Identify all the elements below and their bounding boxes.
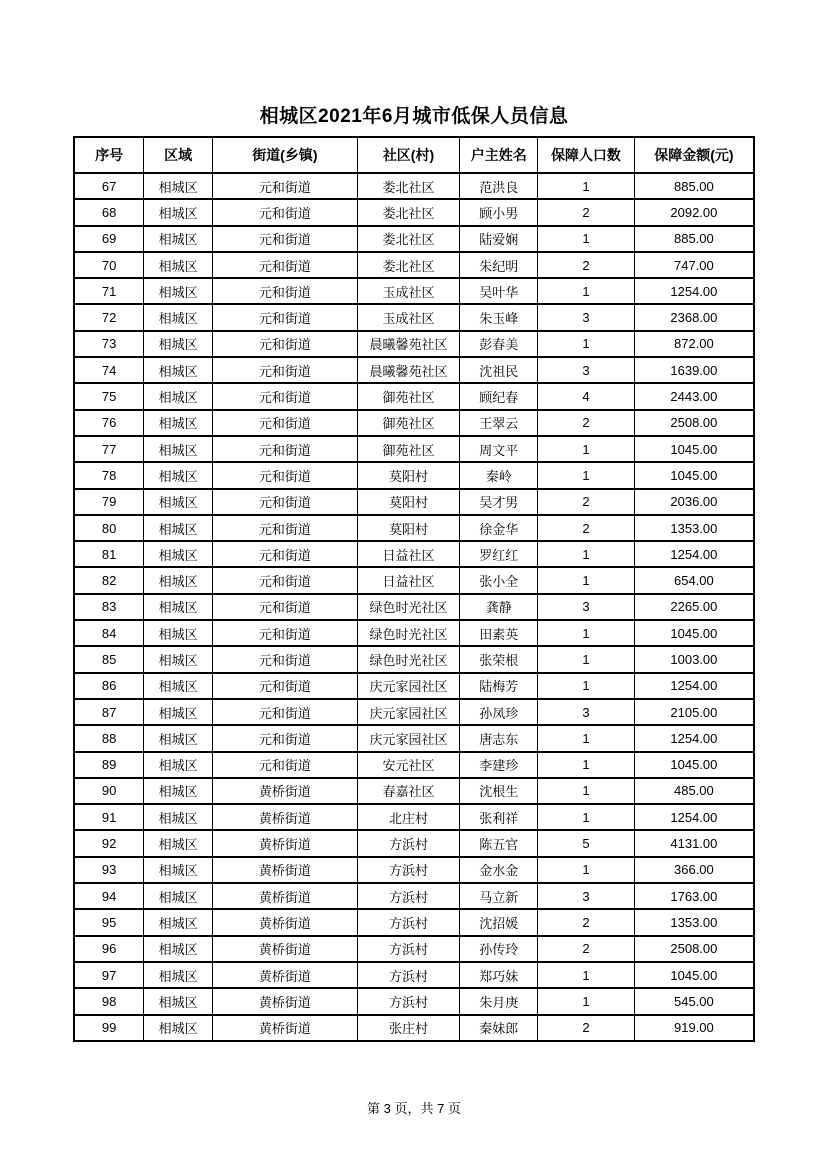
cell-street: 元和街道 [213, 567, 358, 593]
cell-serial: 78 [74, 462, 144, 488]
table-row [74, 199, 754, 225]
cell-population: 1 [538, 646, 635, 672]
table-row [74, 804, 754, 830]
cell-street: 元和街道 [213, 252, 358, 278]
cell-population: 1 [538, 331, 635, 357]
cell-street: 黄桥街道 [213, 936, 358, 962]
cell-serial: 79 [74, 489, 144, 515]
cell-name: 金水金 [460, 857, 538, 883]
header-row [74, 137, 754, 173]
cell-street: 元和街道 [213, 541, 358, 567]
cell-population: 1 [538, 857, 635, 883]
cell-name: 范洪良 [460, 173, 538, 199]
cell-population: 3 [538, 357, 635, 383]
cell-serial: 71 [74, 278, 144, 304]
cell-region: 相城区 [144, 278, 213, 304]
cell-community: 日益社区 [357, 541, 460, 567]
cell-population: 1 [538, 804, 635, 830]
cell-serial: 85 [74, 646, 144, 672]
cell-population: 1 [538, 988, 635, 1014]
cell-population: 2 [538, 936, 635, 962]
cell-region: 相城区 [144, 778, 213, 804]
cell-serial: 77 [74, 436, 144, 462]
cell-serial: 86 [74, 673, 144, 699]
cell-community: 张庄村 [357, 1015, 460, 1042]
cell-street: 元和街道 [213, 383, 358, 409]
column-header: 街道(乡镇) [213, 137, 358, 173]
cell-community: 庆元家园社区 [357, 699, 460, 725]
cell-community: 莫阳村 [357, 462, 460, 488]
cell-name: 王翠云 [460, 410, 538, 436]
cell-amount: 1003.00 [634, 646, 754, 672]
table-row [74, 252, 754, 278]
cell-region: 相城区 [144, 830, 213, 856]
cell-serial: 95 [74, 909, 144, 935]
cell-street: 元和街道 [213, 725, 358, 751]
cell-population: 2 [538, 410, 635, 436]
cell-region: 相城区 [144, 199, 213, 225]
table-row [74, 673, 754, 699]
cell-community: 御苑社区 [357, 410, 460, 436]
cell-name: 沈根生 [460, 778, 538, 804]
cell-population: 1 [538, 673, 635, 699]
cell-serial: 89 [74, 752, 144, 778]
cell-community: 绿色时光社区 [357, 594, 460, 620]
cell-amount: 747.00 [634, 252, 754, 278]
cell-street: 元和街道 [213, 357, 358, 383]
cell-name: 陆梅芳 [460, 673, 538, 699]
cell-population: 3 [538, 883, 635, 909]
cell-street: 元和街道 [213, 620, 358, 646]
cell-street: 元和街道 [213, 331, 358, 357]
cell-name: 张荣根 [460, 646, 538, 672]
cell-community: 御苑社区 [357, 436, 460, 462]
cell-serial: 84 [74, 620, 144, 646]
cell-serial: 68 [74, 199, 144, 225]
table-row [74, 752, 754, 778]
cell-region: 相城区 [144, 515, 213, 541]
table-row [74, 962, 754, 988]
cell-street: 元和街道 [213, 673, 358, 699]
cell-serial: 76 [74, 410, 144, 436]
cell-population: 1 [538, 752, 635, 778]
cell-amount: 885.00 [634, 173, 754, 199]
table-body [74, 173, 754, 1041]
column-header: 社区(村) [357, 137, 460, 173]
table-row [74, 436, 754, 462]
column-header: 序号 [74, 137, 144, 173]
cell-street: 黄桥街道 [213, 857, 358, 883]
cell-serial: 87 [74, 699, 144, 725]
cell-amount: 545.00 [634, 988, 754, 1014]
cell-region: 相城区 [144, 567, 213, 593]
cell-community: 庆元家园社区 [357, 725, 460, 751]
cell-name: 朱纪明 [460, 252, 538, 278]
cell-name: 龚静 [460, 594, 538, 620]
cell-name: 朱玉峰 [460, 304, 538, 330]
cell-region: 相城区 [144, 489, 213, 515]
table-row [74, 489, 754, 515]
table-row [74, 857, 754, 883]
cell-population: 2 [538, 1015, 635, 1042]
cell-amount: 1254.00 [634, 673, 754, 699]
cell-serial: 80 [74, 515, 144, 541]
cell-name: 张利祥 [460, 804, 538, 830]
cell-community: 方浜村 [357, 936, 460, 962]
table-row [74, 515, 754, 541]
cell-region: 相城区 [144, 725, 213, 751]
cell-amount: 1045.00 [634, 620, 754, 646]
cell-region: 相城区 [144, 620, 213, 646]
cell-community: 娄北社区 [357, 173, 460, 199]
cell-serial: 93 [74, 857, 144, 883]
cell-street: 黄桥街道 [213, 883, 358, 909]
cell-street: 元和街道 [213, 199, 358, 225]
cell-region: 相城区 [144, 594, 213, 620]
cell-region: 相城区 [144, 436, 213, 462]
cell-serial: 98 [74, 988, 144, 1014]
cell-community: 玉成社区 [357, 278, 460, 304]
table-row [74, 304, 754, 330]
cell-name: 张小全 [460, 567, 538, 593]
table-row [74, 567, 754, 593]
cell-name: 徐金华 [460, 515, 538, 541]
cell-amount: 485.00 [634, 778, 754, 804]
cell-street: 元和街道 [213, 646, 358, 672]
table-row [74, 699, 754, 725]
cell-street: 元和街道 [213, 515, 358, 541]
cell-population: 2 [538, 515, 635, 541]
cell-community: 方浜村 [357, 962, 460, 988]
cell-name: 周文平 [460, 436, 538, 462]
cell-region: 相城区 [144, 673, 213, 699]
cell-street: 元和街道 [213, 699, 358, 725]
cell-name: 吴才男 [460, 489, 538, 515]
cell-name: 李建珍 [460, 752, 538, 778]
cell-street: 元和街道 [213, 752, 358, 778]
cell-population: 5 [538, 830, 635, 856]
lowincome-table [73, 136, 755, 1042]
cell-name: 彭春美 [460, 331, 538, 357]
column-header: 区域 [144, 137, 213, 173]
cell-amount: 872.00 [634, 331, 754, 357]
cell-population: 1 [538, 962, 635, 988]
cell-street: 元和街道 [213, 594, 358, 620]
cell-name: 吴叶华 [460, 278, 538, 304]
cell-serial: 96 [74, 936, 144, 962]
cell-region: 相城区 [144, 883, 213, 909]
cell-region: 相城区 [144, 173, 213, 199]
cell-name: 秦妹郎 [460, 1015, 538, 1042]
cell-community: 娄北社区 [357, 199, 460, 225]
cell-amount: 2368.00 [634, 304, 754, 330]
table-row [74, 594, 754, 620]
cell-name: 郑巧妹 [460, 962, 538, 988]
cell-community: 庆元家园社区 [357, 673, 460, 699]
cell-street: 黄桥街道 [213, 909, 358, 935]
cell-serial: 88 [74, 725, 144, 751]
cell-region: 相城区 [144, 988, 213, 1014]
cell-population: 2 [538, 909, 635, 935]
table-row [74, 988, 754, 1014]
cell-amount: 1045.00 [634, 462, 754, 488]
table-row [74, 462, 754, 488]
cell-amount: 1763.00 [634, 883, 754, 909]
cell-amount: 2265.00 [634, 594, 754, 620]
cell-region: 相城区 [144, 752, 213, 778]
cell-amount: 4131.00 [634, 830, 754, 856]
cell-amount: 919.00 [634, 1015, 754, 1042]
cell-amount: 2443.00 [634, 383, 754, 409]
cell-name: 沈祖民 [460, 357, 538, 383]
table-row [74, 646, 754, 672]
cell-community: 娄北社区 [357, 226, 460, 252]
cell-population: 1 [538, 278, 635, 304]
cell-population: 4 [538, 383, 635, 409]
cell-street: 元和街道 [213, 489, 358, 515]
cell-community: 莫阳村 [357, 515, 460, 541]
cell-amount: 1045.00 [634, 436, 754, 462]
table-row [74, 725, 754, 751]
cell-amount: 366.00 [634, 857, 754, 883]
cell-street: 元和街道 [213, 278, 358, 304]
cell-community: 春嘉社区 [357, 778, 460, 804]
cell-serial: 67 [74, 173, 144, 199]
cell-name: 唐志东 [460, 725, 538, 751]
cell-serial: 99 [74, 1015, 144, 1042]
cell-amount: 654.00 [634, 567, 754, 593]
cell-region: 相城区 [144, 226, 213, 252]
cell-serial: 82 [74, 567, 144, 593]
table-row [74, 331, 754, 357]
cell-amount: 2508.00 [634, 410, 754, 436]
cell-amount: 1254.00 [634, 541, 754, 567]
cell-serial: 73 [74, 331, 144, 357]
table-row [74, 173, 754, 199]
cell-name: 陈五官 [460, 830, 538, 856]
cell-street: 黄桥街道 [213, 962, 358, 988]
cell-amount: 2036.00 [634, 489, 754, 515]
cell-region: 相城区 [144, 857, 213, 883]
cell-name: 陆爱娴 [460, 226, 538, 252]
cell-region: 相城区 [144, 541, 213, 567]
cell-population: 3 [538, 699, 635, 725]
cell-population: 1 [538, 567, 635, 593]
cell-name: 孙传玲 [460, 936, 538, 962]
cell-population: 1 [538, 778, 635, 804]
cell-street: 黄桥街道 [213, 830, 358, 856]
cell-region: 相城区 [144, 462, 213, 488]
cell-region: 相城区 [144, 331, 213, 357]
cell-serial: 69 [74, 226, 144, 252]
cell-serial: 74 [74, 357, 144, 383]
cell-serial: 83 [74, 594, 144, 620]
page-number: 第 3 页，共 7 页 [367, 1101, 461, 1116]
table-row [74, 830, 754, 856]
cell-population: 2 [538, 252, 635, 278]
cell-community: 方浜村 [357, 857, 460, 883]
cell-street: 元和街道 [213, 304, 358, 330]
column-header: 户主姓名 [460, 137, 538, 173]
cell-amount: 1353.00 [634, 909, 754, 935]
table-row [74, 936, 754, 962]
cell-name: 罗红红 [460, 541, 538, 567]
cell-population: 1 [538, 226, 635, 252]
cell-community: 玉成社区 [357, 304, 460, 330]
table-row [74, 909, 754, 935]
column-header: 保障金额(元) [634, 137, 754, 173]
cell-population: 1 [538, 462, 635, 488]
cell-community: 绿色时光社区 [357, 620, 460, 646]
cell-region: 相城区 [144, 410, 213, 436]
cell-name: 顾纪春 [460, 383, 538, 409]
cell-serial: 92 [74, 830, 144, 856]
cell-population: 1 [538, 620, 635, 646]
table-row [74, 541, 754, 567]
cell-region: 相城区 [144, 936, 213, 962]
cell-amount: 1045.00 [634, 962, 754, 988]
cell-name: 田素英 [460, 620, 538, 646]
cell-serial: 94 [74, 883, 144, 909]
cell-amount: 1353.00 [634, 515, 754, 541]
cell-amount: 2092.00 [634, 199, 754, 225]
cell-street: 元和街道 [213, 436, 358, 462]
cell-name: 顾小男 [460, 199, 538, 225]
table-row [74, 1015, 754, 1042]
cell-population: 3 [538, 594, 635, 620]
table-row [74, 883, 754, 909]
cell-street: 元和街道 [213, 226, 358, 252]
cell-name: 沈招媛 [460, 909, 538, 935]
cell-name: 孙凤珍 [460, 699, 538, 725]
cell-population: 2 [538, 489, 635, 515]
cell-region: 相城区 [144, 383, 213, 409]
cell-name: 秦岭 [460, 462, 538, 488]
cell-amount: 2105.00 [634, 699, 754, 725]
cell-community: 北庄村 [357, 804, 460, 830]
cell-amount: 1254.00 [634, 278, 754, 304]
cell-street: 黄桥街道 [213, 804, 358, 830]
cell-population: 1 [538, 436, 635, 462]
cell-amount: 885.00 [634, 226, 754, 252]
column-header: 保障人口数 [538, 137, 635, 173]
table-row [74, 278, 754, 304]
cell-street: 黄桥街道 [213, 1015, 358, 1042]
table-row [74, 778, 754, 804]
cell-community: 日益社区 [357, 567, 460, 593]
cell-region: 相城区 [144, 962, 213, 988]
cell-street: 元和街道 [213, 462, 358, 488]
cell-community: 安元社区 [357, 752, 460, 778]
cell-population: 1 [538, 725, 635, 751]
cell-community: 晨曦馨苑社区 [357, 331, 460, 357]
cell-street: 元和街道 [213, 410, 358, 436]
cell-community: 方浜村 [357, 909, 460, 935]
cell-amount: 1254.00 [634, 725, 754, 751]
cell-community: 莫阳村 [357, 489, 460, 515]
cell-serial: 91 [74, 804, 144, 830]
cell-serial: 81 [74, 541, 144, 567]
table-row [74, 410, 754, 436]
cell-community: 绿色时光社区 [357, 646, 460, 672]
cell-name: 朱月庚 [460, 988, 538, 1014]
cell-region: 相城区 [144, 304, 213, 330]
cell-community: 方浜村 [357, 830, 460, 856]
cell-serial: 75 [74, 383, 144, 409]
cell-region: 相城区 [144, 357, 213, 383]
cell-amount: 1045.00 [634, 752, 754, 778]
cell-amount: 2508.00 [634, 936, 754, 962]
cell-region: 相城区 [144, 699, 213, 725]
cell-community: 娄北社区 [357, 252, 460, 278]
cell-name: 马立新 [460, 883, 538, 909]
cell-amount: 1254.00 [634, 804, 754, 830]
cell-region: 相城区 [144, 1015, 213, 1042]
cell-region: 相城区 [144, 909, 213, 935]
cell-population: 1 [538, 541, 635, 567]
cell-street: 黄桥街道 [213, 778, 358, 804]
cell-community: 御苑社区 [357, 383, 460, 409]
cell-serial: 70 [74, 252, 144, 278]
table-row [74, 383, 754, 409]
page-title: 相城区2021年6月城市低保人员信息 [259, 106, 569, 127]
cell-community: 方浜村 [357, 988, 460, 1014]
cell-serial: 90 [74, 778, 144, 804]
cell-community: 方浜村 [357, 883, 460, 909]
cell-community: 晨曦馨苑社区 [357, 357, 460, 383]
cell-region: 相城区 [144, 646, 213, 672]
cell-region: 相城区 [144, 804, 213, 830]
table-row [74, 620, 754, 646]
cell-amount: 1639.00 [634, 357, 754, 383]
cell-serial: 97 [74, 962, 144, 988]
table-row [74, 357, 754, 383]
cell-population: 1 [538, 173, 635, 199]
cell-street: 黄桥街道 [213, 988, 358, 1014]
cell-population: 3 [538, 304, 635, 330]
table-row [74, 226, 754, 252]
cell-street: 元和街道 [213, 173, 358, 199]
cell-population: 2 [538, 199, 635, 225]
cell-serial: 72 [74, 304, 144, 330]
cell-region: 相城区 [144, 252, 213, 278]
